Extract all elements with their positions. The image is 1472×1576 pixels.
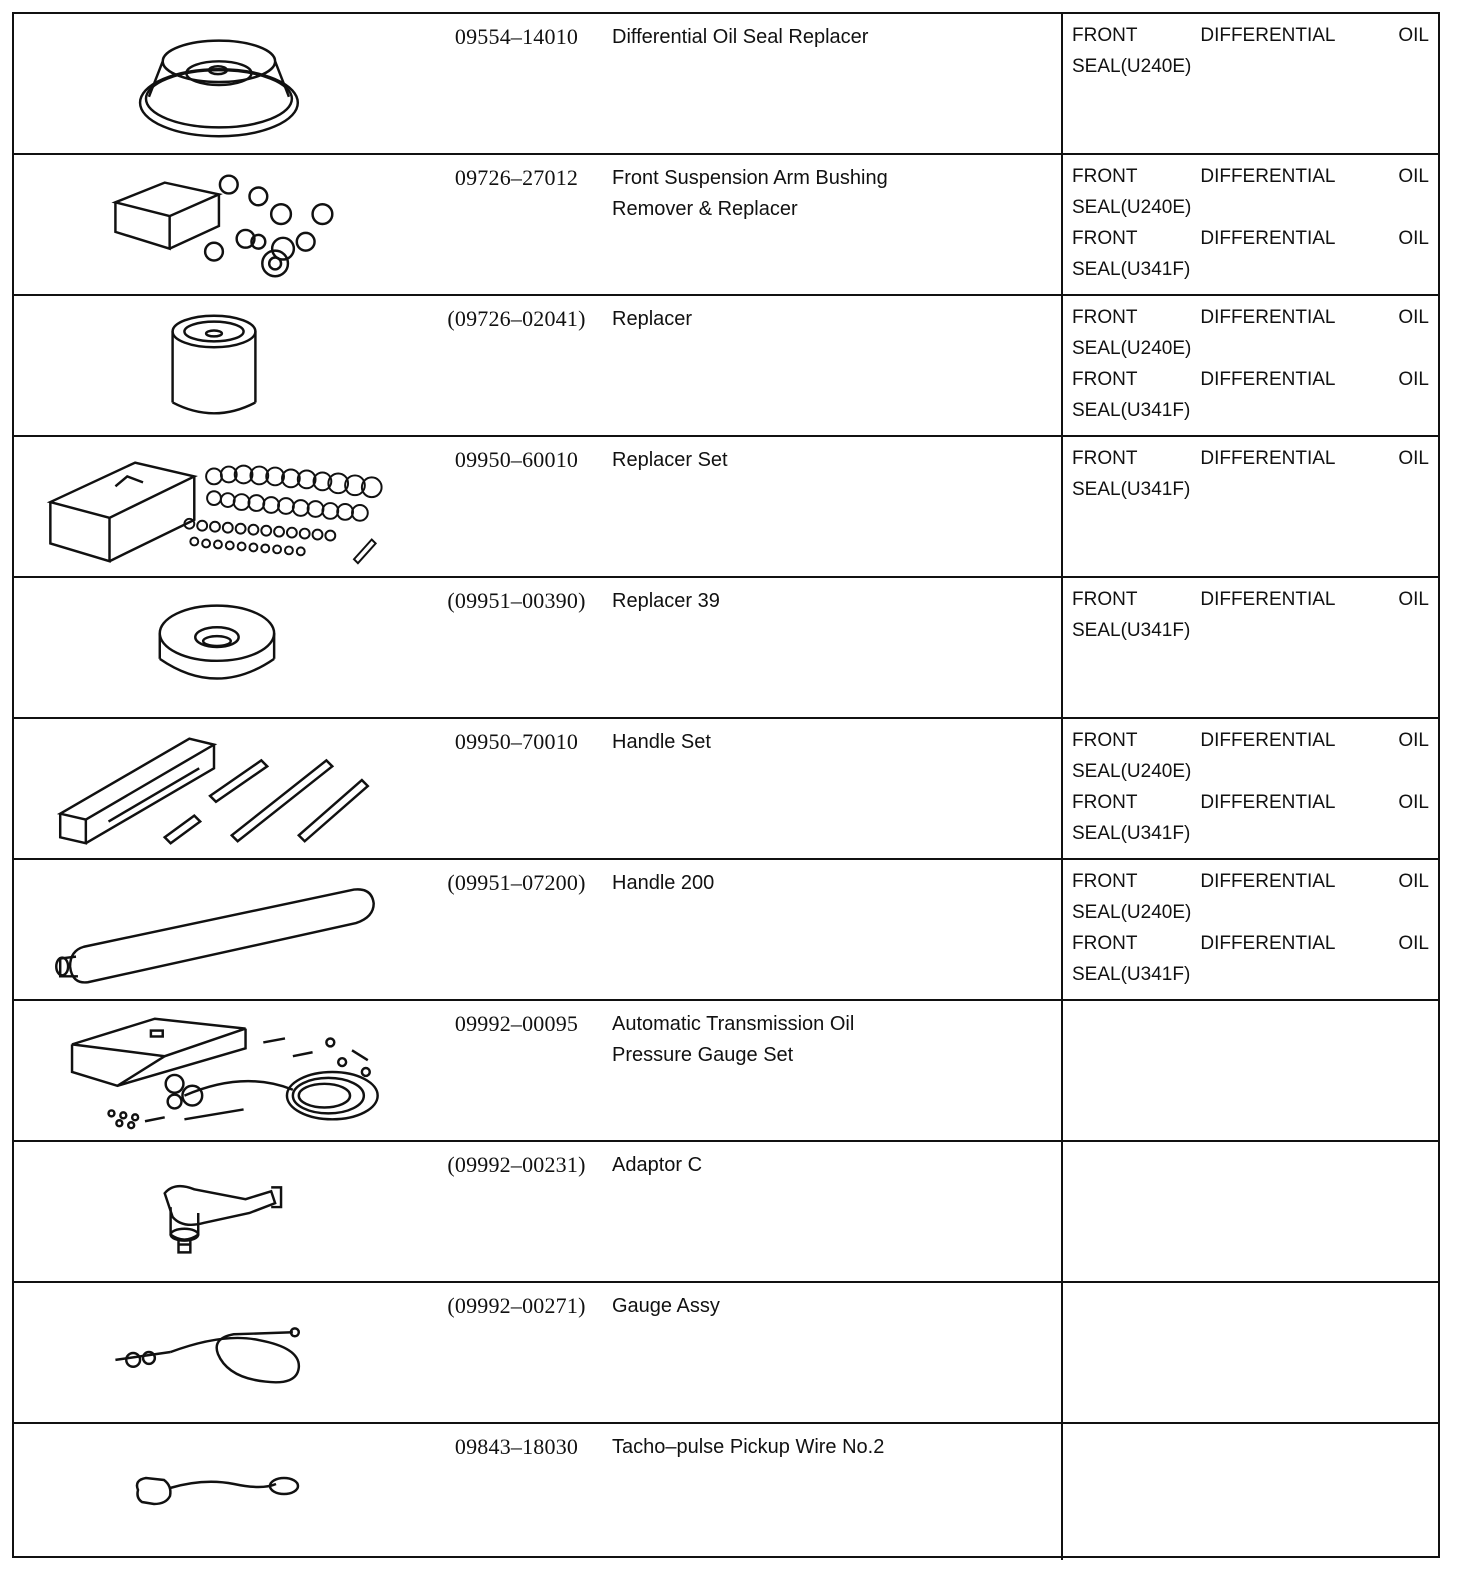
- tool-description: [612, 1432, 1052, 1463]
- usage-word: FRONT: [1072, 933, 1138, 954]
- part-number: 09554–14010: [454, 24, 579, 49]
- adaptor-c-illustration: [14, 1142, 414, 1281]
- tool-description: [612, 22, 1052, 53]
- part-number: 09843–18030: [454, 1434, 579, 1459]
- tool-description: [612, 727, 1052, 758]
- usage-entry: [1072, 725, 1429, 787]
- replacer-set-illustration: [14, 437, 414, 576]
- usage-model: SEAL(U341F): [1072, 964, 1191, 985]
- description-line: Differential Oil Seal Replacer: [612, 26, 869, 48]
- column-divider: [1061, 1142, 1063, 1281]
- usage-word: DIFFERENTIAL: [1200, 448, 1336, 469]
- usage-word: FRONT: [1072, 448, 1138, 469]
- column-divider: [1061, 437, 1063, 576]
- usage-word: OIL: [1398, 369, 1429, 390]
- table-row: [14, 578, 1438, 719]
- usage-word: DIFFERENTIAL: [1200, 166, 1336, 187]
- usage-word: DIFFERENTIAL: [1200, 369, 1336, 390]
- tool-description: [612, 1291, 1052, 1322]
- usage-word: FRONT: [1072, 730, 1138, 751]
- table-row: [14, 1142, 1438, 1283]
- column-divider: [1061, 155, 1063, 294]
- column-divider: [1061, 296, 1063, 435]
- description-line: Handle Set: [612, 731, 711, 753]
- usage-entry: [1072, 787, 1429, 849]
- column-divider: [1061, 14, 1063, 153]
- usage-word: FRONT: [1072, 589, 1138, 610]
- usage-model: SEAL(U240E): [1072, 56, 1192, 77]
- description-line: Replacer 39: [612, 590, 720, 612]
- usage-entry: [1072, 223, 1429, 285]
- tool-usage: [1072, 866, 1429, 990]
- tool-usage: [1072, 302, 1429, 426]
- usage-entry: [1072, 364, 1429, 426]
- description-line: Remover & Replacer: [612, 198, 798, 220]
- usage-word: FRONT: [1072, 307, 1138, 328]
- description-line: Pressure Gauge Set: [612, 1044, 794, 1066]
- tool-usage: [1072, 443, 1429, 505]
- table-row: [14, 1424, 1438, 1560]
- differential-oil-seal-replacer-illustration: [14, 14, 414, 153]
- usage-entry: [1072, 443, 1429, 505]
- part-number: 09726–27012: [454, 165, 579, 190]
- usage-word: OIL: [1398, 730, 1429, 751]
- description-line: Replacer Set: [612, 449, 728, 471]
- usage-word: FRONT: [1072, 871, 1138, 892]
- part-number: (09951–00390): [447, 588, 586, 613]
- usage-model: SEAL(U341F): [1072, 620, 1191, 641]
- table-row: [14, 860, 1438, 1001]
- replacer-illustration: [14, 296, 414, 435]
- tool-usage: [1072, 725, 1429, 849]
- part-number: 09992–00095: [454, 1011, 579, 1036]
- description-line: Automatic Transmission Oil: [612, 1013, 855, 1035]
- part-number: (09726–02041): [447, 306, 586, 331]
- part-number: 09950–60010: [454, 447, 579, 472]
- usage-word: DIFFERENTIAL: [1200, 25, 1336, 46]
- tool-description: [612, 445, 1052, 476]
- description-line: Front Suspension Arm Bushing: [612, 167, 888, 189]
- usage-entry: [1072, 584, 1429, 646]
- usage-word: DIFFERENTIAL: [1200, 933, 1336, 954]
- tool-usage: [1072, 584, 1429, 646]
- description-line: Gauge Assy: [612, 1295, 720, 1317]
- table-row: [14, 1283, 1438, 1424]
- usage-word: OIL: [1398, 589, 1429, 610]
- column-divider: [1061, 1424, 1063, 1560]
- usage-model: SEAL(U341F): [1072, 479, 1191, 500]
- table-row: [14, 1001, 1438, 1142]
- usage-word: DIFFERENTIAL: [1200, 871, 1336, 892]
- usage-word: OIL: [1398, 792, 1429, 813]
- usage-word: OIL: [1398, 166, 1429, 187]
- usage-word: FRONT: [1072, 228, 1138, 249]
- special-service-tools-table: [12, 12, 1440, 1558]
- column-divider: [1061, 578, 1063, 717]
- usage-model: SEAL(U240E): [1072, 902, 1192, 923]
- usage-entry: [1072, 20, 1429, 82]
- table-row: [14, 296, 1438, 437]
- tool-description: [612, 163, 1052, 225]
- usage-word: OIL: [1398, 25, 1429, 46]
- usage-word: DIFFERENTIAL: [1200, 307, 1336, 328]
- usage-model: SEAL(U240E): [1072, 761, 1192, 782]
- usage-word: DIFFERENTIAL: [1200, 792, 1336, 813]
- tacho-pulse-pickup-wire-illustration: [14, 1424, 414, 1560]
- bushing-remover-replacer-illustration: [14, 155, 414, 294]
- handle-200-illustration: [14, 860, 414, 999]
- table-row: [14, 437, 1438, 578]
- table-row: [14, 719, 1438, 860]
- part-number: (09992–00231): [447, 1152, 586, 1177]
- usage-model: SEAL(U240E): [1072, 338, 1192, 359]
- part-number: (09992–00271): [447, 1293, 586, 1318]
- description-line: Handle 200: [612, 872, 715, 894]
- tool-description: [612, 1150, 1052, 1181]
- table-row: [14, 14, 1438, 155]
- tool-description: [612, 1009, 1052, 1071]
- usage-word: FRONT: [1072, 369, 1138, 390]
- description-line: Tacho–pulse Pickup Wire No.2: [612, 1436, 885, 1458]
- usage-model: SEAL(U341F): [1072, 823, 1191, 844]
- usage-entry: [1072, 302, 1429, 364]
- column-divider: [1061, 860, 1063, 999]
- usage-word: FRONT: [1072, 25, 1138, 46]
- tool-description: [612, 304, 1052, 335]
- usage-word: OIL: [1398, 933, 1429, 954]
- usage-entry: [1072, 928, 1429, 990]
- usage-entry: [1072, 866, 1429, 928]
- part-number: 09950–70010: [454, 729, 579, 754]
- usage-model: SEAL(U341F): [1072, 259, 1191, 280]
- gauge-assy-illustration: [14, 1283, 414, 1422]
- usage-word: OIL: [1398, 228, 1429, 249]
- usage-model: SEAL(U240E): [1072, 197, 1192, 218]
- usage-word: DIFFERENTIAL: [1200, 730, 1336, 751]
- usage-word: FRONT: [1072, 166, 1138, 187]
- usage-entry: [1072, 161, 1429, 223]
- handle-set-illustration: [14, 719, 414, 858]
- tool-usage: [1072, 161, 1429, 285]
- usage-model: SEAL(U341F): [1072, 400, 1191, 421]
- tool-usage: [1072, 20, 1429, 82]
- oil-pressure-gauge-set-illustration: [14, 1001, 414, 1140]
- description-line: Replacer: [612, 308, 693, 330]
- part-number: (09951–07200): [447, 870, 586, 895]
- usage-word: DIFFERENTIAL: [1200, 589, 1336, 610]
- usage-word: OIL: [1398, 448, 1429, 469]
- usage-word: FRONT: [1072, 792, 1138, 813]
- column-divider: [1061, 1001, 1063, 1140]
- usage-word: OIL: [1398, 871, 1429, 892]
- usage-word: DIFFERENTIAL: [1200, 228, 1336, 249]
- table-row: [14, 155, 1438, 296]
- column-divider: [1061, 1283, 1063, 1422]
- usage-word: OIL: [1398, 307, 1429, 328]
- description-line: Adaptor C: [612, 1154, 703, 1176]
- replacer-39-illustration: [14, 578, 414, 717]
- tool-description: [612, 868, 1052, 899]
- tool-description: [612, 586, 1052, 617]
- column-divider: [1061, 719, 1063, 858]
